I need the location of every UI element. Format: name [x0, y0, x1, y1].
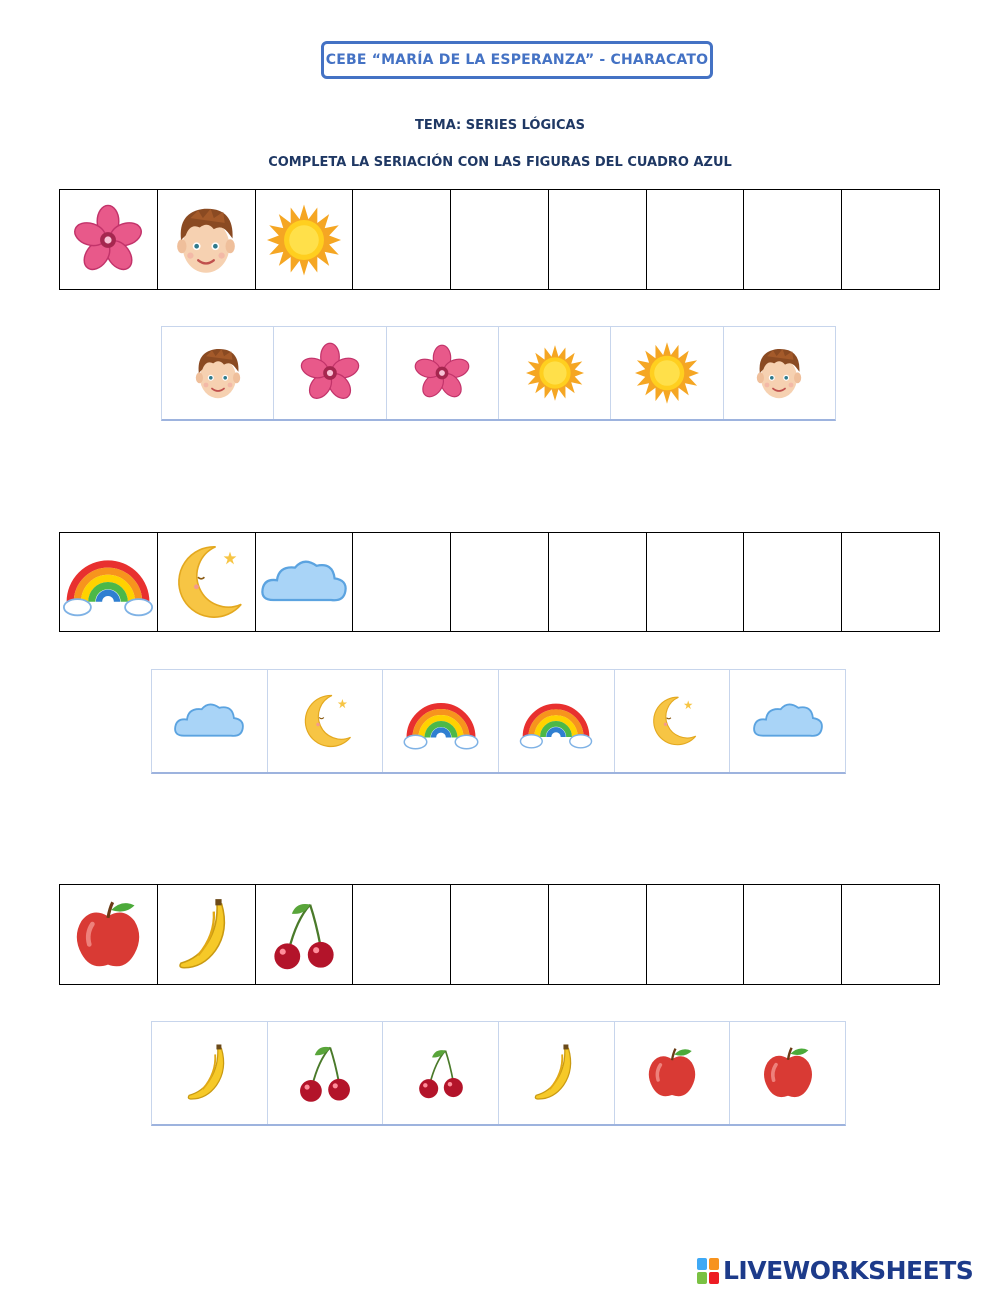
series-1-drop-slot[interactable] — [549, 190, 647, 289]
series-3-drop-slot[interactable] — [353, 885, 451, 984]
tray-2-item[interactable] — [615, 670, 731, 772]
series-2-drop-slot[interactable] — [353, 533, 451, 631]
tray-3-item[interactable] — [615, 1022, 731, 1124]
series-1-drop-slot[interactable] — [451, 190, 549, 289]
series-2-drop-slot[interactable] — [647, 533, 745, 631]
series-3-cell-3 — [256, 885, 354, 984]
cloud-icon — [259, 555, 349, 609]
banana-icon[interactable] — [525, 1036, 587, 1110]
series-3-drop-slot[interactable] — [451, 885, 549, 984]
moon-icon[interactable] — [296, 692, 354, 750]
tray-1-item[interactable] — [611, 327, 723, 419]
series-3-drop-slot[interactable] — [842, 885, 939, 984]
series-3-drop-slot[interactable] — [647, 885, 745, 984]
series-2-drop-slot[interactable] — [842, 533, 939, 631]
sun-icon[interactable] — [526, 344, 584, 402]
figure-tray-2 — [151, 669, 846, 774]
tray-2-item[interactable] — [152, 670, 268, 772]
flower-icon[interactable] — [299, 342, 361, 404]
series-1-cell-1 — [60, 190, 158, 289]
logo-mark-icon — [697, 1258, 719, 1284]
tray-1-item[interactable] — [274, 327, 386, 419]
tray-1-item[interactable] — [387, 327, 499, 419]
apple-icon[interactable] — [643, 1044, 701, 1102]
series-1-drop-slot[interactable] — [842, 190, 939, 289]
tray-2-item[interactable] — [383, 670, 499, 772]
liveworksheets-logo — [697, 1256, 973, 1285]
boy-face-icon — [167, 199, 245, 281]
series-1-drop-slot[interactable] — [353, 190, 451, 289]
series-2-drop-slot[interactable] — [549, 533, 647, 631]
tray-3-item[interactable] — [499, 1022, 615, 1124]
figure-tray-3 — [151, 1021, 846, 1126]
rainbow-icon[interactable] — [519, 692, 593, 750]
series-2-cell-1 — [60, 533, 158, 631]
rainbow-icon[interactable] — [403, 691, 479, 751]
series-2-drop-slot[interactable] — [451, 533, 549, 631]
moon-icon[interactable] — [645, 694, 699, 748]
series-3-drop-slot[interactable] — [549, 885, 647, 984]
instruction-text: COMPLETA LA SERIACIÓN CON LAS FIGURAS DEL CUADRO AZUL — [268, 155, 732, 170]
tray-1-item[interactable] — [499, 327, 611, 419]
boy-face-icon[interactable] — [188, 341, 248, 405]
cherries-icon[interactable] — [413, 1044, 469, 1102]
rainbow-icon — [63, 546, 153, 618]
series-1-drop-slot[interactable] — [647, 190, 745, 289]
tray-2-item[interactable] — [499, 670, 615, 772]
tray-3-item[interactable] — [730, 1022, 845, 1124]
flower-icon — [72, 204, 144, 276]
school-header-box — [321, 41, 713, 79]
apple-icon[interactable] — [758, 1043, 818, 1103]
tray-2-item[interactable] — [268, 670, 384, 772]
cloud-icon[interactable] — [751, 699, 825, 743]
boy-face-icon[interactable] — [749, 341, 809, 405]
banana-icon — [167, 892, 245, 978]
tray-3-item[interactable] — [383, 1022, 499, 1124]
tray-3-item[interactable] — [152, 1022, 268, 1124]
school-name: CEBE “MARÍA DE LA ESPERANZA” - CHARACATO — [325, 52, 709, 68]
series-1-drop-slot[interactable] — [744, 190, 842, 289]
series-1-cell-3 — [256, 190, 354, 289]
flower-icon[interactable] — [413, 344, 471, 402]
banana-icon[interactable] — [178, 1036, 240, 1110]
series-3-cell-1 — [60, 885, 158, 984]
series-1-cell-2 — [158, 190, 256, 289]
series-row-3 — [59, 884, 940, 985]
series-2-drop-slot[interactable] — [744, 533, 842, 631]
sun-icon — [267, 203, 341, 277]
sun-icon[interactable] — [635, 341, 699, 405]
apple-icon — [69, 896, 147, 974]
cherries-icon[interactable] — [293, 1041, 357, 1105]
series-3-drop-slot[interactable] — [744, 885, 842, 984]
theme-title: TEMA: SERIES LÓGICAS — [415, 118, 585, 133]
tray-1-item[interactable] — [162, 327, 274, 419]
series-row-2 — [59, 532, 940, 632]
moon-icon — [166, 542, 246, 622]
series-3-cell-2 — [158, 885, 256, 984]
cloud-icon[interactable] — [172, 699, 246, 743]
tray-3-item[interactable] — [268, 1022, 384, 1124]
cherries-icon — [266, 896, 342, 974]
series-2-cell-3 — [256, 533, 354, 631]
tray-2-item[interactable] — [730, 670, 845, 772]
liveworksheets-brand: LIVEWORKSHEETS — [723, 1256, 974, 1285]
series-row-1 — [59, 189, 940, 290]
figure-tray-1 — [161, 326, 836, 421]
series-2-cell-2 — [158, 533, 256, 631]
tray-1-item[interactable] — [724, 327, 835, 419]
